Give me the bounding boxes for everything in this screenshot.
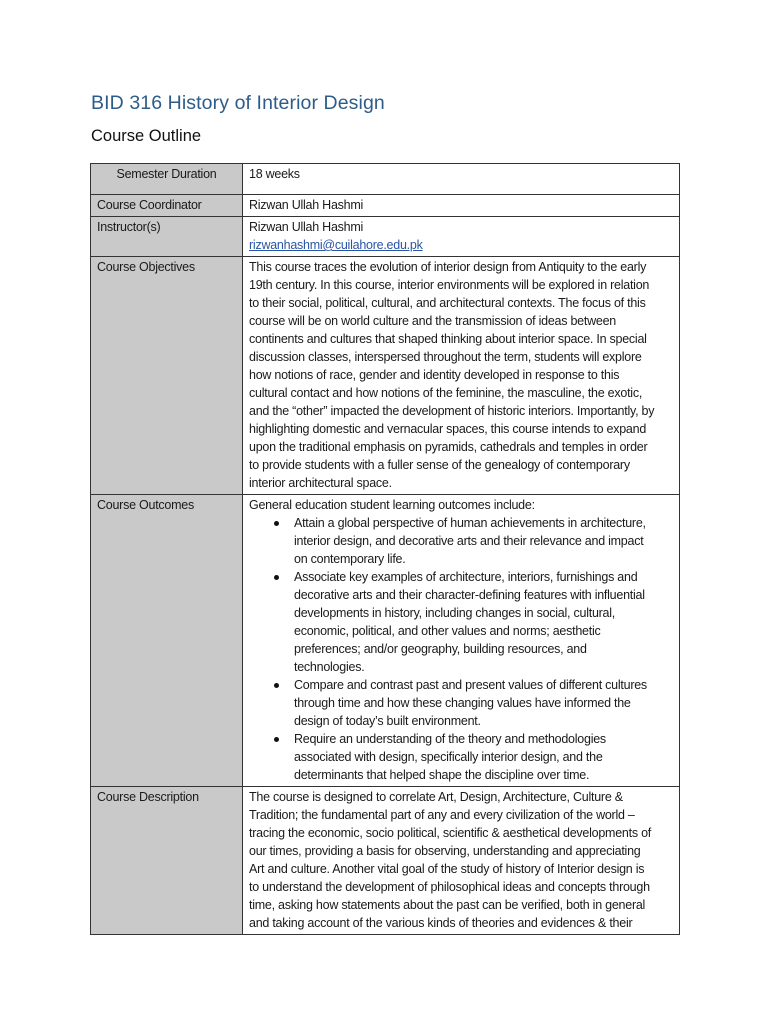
- course-coordinator-label: Course Coordinator: [91, 195, 243, 217]
- instructor-email-link[interactable]: rizwanhashmi@cuilahore.edu.pk: [249, 238, 423, 252]
- semester-duration-label: Semester Duration: [91, 164, 243, 195]
- list-item: [294, 514, 673, 568]
- course-description-line: to understand the development of philosophical ideas and concepts through: [249, 880, 650, 894]
- course-outcomes-content: [243, 495, 680, 787]
- course-outcomes-label: Course Outcomes: [91, 495, 243, 787]
- course-outcome-line: through time and how these changing values have informed the: [294, 696, 631, 710]
- course-description-line: The course is designed to correlate Art, Design, Architecture, Culture &: [249, 790, 623, 804]
- course-description-line: Art and culture. Another vital goal of the study of history of Interior design is: [249, 862, 645, 876]
- document-subtitle: Course Outline: [91, 127, 202, 145]
- course-outcome-line: Attain a global perspective of human achievements in architecture,: [294, 516, 646, 530]
- course-objectives-line: how notions of race, gender and identity developed in response to this: [249, 368, 620, 382]
- course-outcome-line: on contemporary life.: [294, 552, 406, 566]
- course-outcomes-intro: General education student learning outcomes include:: [249, 498, 535, 512]
- course-description-line: time, asking how statements about the past can be verified, both in general: [249, 898, 646, 912]
- list-item: [294, 568, 673, 676]
- course-description-label: Course Description: [91, 787, 243, 935]
- course-coordinator-value: Rizwan Ullah Hashmi: [243, 195, 680, 217]
- course-outcome-line: associated with design, specifically interior design, and the: [294, 750, 603, 764]
- course-objectives-line: 19th century. In this course, interior environments will be explored in relation: [249, 278, 650, 292]
- course-outcome-line: developments in history, including changes in social, cultural,: [294, 606, 616, 620]
- course-outcome-line: interior design, and decorative arts and their relevance and impact: [294, 534, 644, 548]
- course-objectives-label: Course Objectives: [91, 257, 243, 495]
- course-outcome-line: Compare and contrast past and present values of different cultures: [294, 678, 647, 692]
- course-outcome-line: technologies.: [294, 660, 365, 674]
- course-objectives-line: to their social, political, cultural, and architectural contexts. The focus of this: [249, 296, 646, 310]
- table-row-instructors: [91, 217, 680, 257]
- course-objectives-line: upon the traditional emphasis on pyramids, cathedrals and temples in order: [249, 440, 648, 454]
- instructors-label: Instructor(s): [91, 217, 243, 257]
- course-objectives-line: continents and cultures that shaped thinking about interior space. In special: [249, 332, 647, 346]
- course-description-text: [243, 787, 680, 935]
- course-outcome-line: preferences; and/or geography, building resources, and: [294, 642, 587, 656]
- course-objectives-line: to provide students with a fuller sense of the genealogy of contemporary: [249, 458, 630, 472]
- course-outcomes-list: [249, 514, 673, 784]
- table-row-course-description: [91, 787, 680, 935]
- course-objectives-line: highlighting domestic and vernacular spaces, this course intends to expand: [249, 422, 647, 436]
- course-description-line: Tradition; the fundamental part of any and every civilization of the world –: [249, 808, 635, 822]
- course-objectives-line: discussion classes, interspersed throughout the term, students will explore: [249, 350, 642, 364]
- instructor-name: Rizwan Ullah Hashmi: [249, 220, 364, 234]
- list-item: [294, 730, 673, 784]
- table-row-course-coordinator: [91, 195, 680, 217]
- document-title: BID 316 History of Interior Design: [91, 92, 385, 114]
- course-objectives-line: course will be on world culture and the transmission of ideas between: [249, 314, 616, 328]
- course-objectives-line: This course traces the evolution of interior design from Antiquity to the early: [249, 260, 647, 274]
- course-description-line: tracing the economic, socio political, scientific & aesthetical developments of: [249, 826, 651, 840]
- course-outcome-line: Require an understanding of the theory and methodologies: [294, 732, 606, 746]
- course-description-line: and taking account of the various kinds of theories and evidences & their: [249, 916, 633, 930]
- table-row-course-outcomes: [91, 495, 680, 787]
- list-item: [294, 676, 673, 730]
- course-outcome-line: decorative arts and their character-defining features with influential: [294, 588, 645, 602]
- course-outcome-line: Associate key examples of architecture, interiors, furnishings and: [294, 570, 638, 584]
- table-row-semester-duration: [91, 164, 680, 195]
- semester-duration-value: 18 weeks: [243, 164, 680, 195]
- course-outcome-line: determinants that helped shape the discipline over time.: [294, 768, 590, 782]
- course-objectives-line: cultural contact and how notions of the feminine, the masculine, the exotic,: [249, 386, 643, 400]
- course-outcome-line: economic, political, and other values and norms; aesthetic: [294, 624, 601, 638]
- course-objectives-text: [243, 257, 680, 495]
- course-outline-table: [90, 163, 680, 935]
- course-objectives-line: interior architectural space.: [249, 476, 392, 490]
- instructors-value: [243, 217, 680, 257]
- course-objectives-line: and the “other” impacted the development of historic interiors. Importantly, by: [249, 404, 655, 418]
- course-description-line: our times, providing a basis for observing, understanding and appreciating: [249, 844, 641, 858]
- table-row-course-objectives: [91, 257, 680, 495]
- course-outcome-line: design of today’s built environment.: [294, 714, 481, 728]
